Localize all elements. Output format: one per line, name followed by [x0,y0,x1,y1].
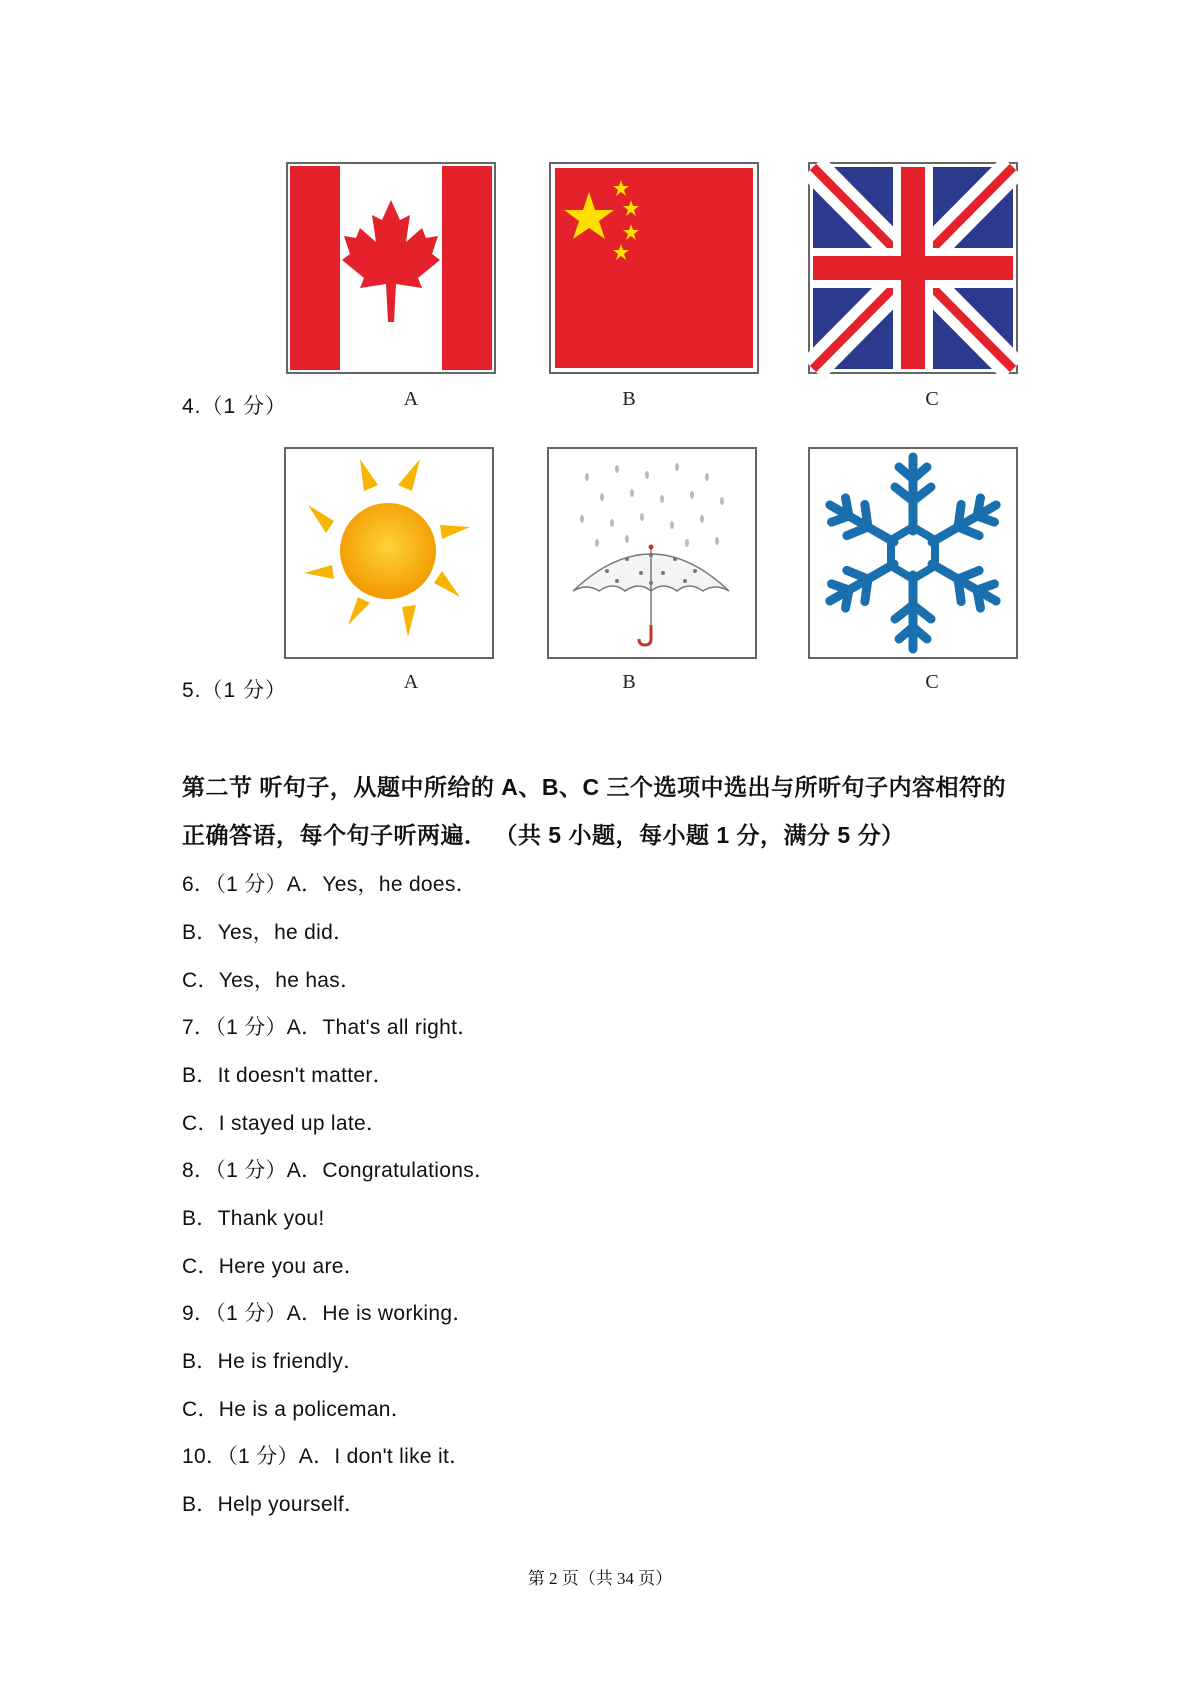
uk-flag-image [808,162,1018,374]
china-flag-icon [549,162,759,374]
section-2-heading-line-2: 正确答语，每个句子听两遍． （共 5 小题，每小题 1 分，满分 5 分） [182,822,905,848]
q7-option-a: 7．（1 分）A．That's all right． [182,1016,479,1039]
q5-option-a-letter: A [403,671,419,693]
q8-option-b: B．Thank you! [182,1207,325,1230]
uk-flag-icon [808,162,1018,374]
question-4-label: 4.（1 分） [182,395,288,418]
q6-option-a: 6．（1 分）A．Yes，he does． [182,873,477,896]
sun-icon [284,447,494,659]
q8-option-c: C．Here you are． [182,1255,366,1278]
rain-umbrella-icon [547,447,757,659]
question-5-label: 5.（1 分） [182,679,288,702]
section-2-heading [182,763,1062,859]
q9-option-c: C．He is a policeman． [182,1398,413,1421]
page-footer: 第 2 页（共 34 页） [527,1569,673,1588]
q4-option-c-letter: C [925,388,939,410]
canada-flag-image [286,162,496,374]
q10-option-a: 10．（1 分）A．I don't like it． [182,1445,471,1468]
q7-option-c: C．I stayed up late． [182,1112,388,1135]
q10-option-b: B．Help yourself． [182,1493,366,1516]
snowflake-icon [808,447,1018,659]
china-flag-image [549,162,759,374]
q5-option-c-letter: C [925,671,939,693]
q6-option-b: B．Yes，he did． [182,921,355,944]
q8-option-a: 8．（1 分）A．Congratulations． [182,1159,496,1182]
canada-flag-icon [286,162,496,374]
sun-image [284,447,494,659]
q9-option-a: 9．（1 分）A．He is working． [182,1302,474,1325]
q5-option-b-letter: B [622,671,636,693]
rain-umbrella-image [547,447,757,659]
snowflake-image [808,447,1018,659]
q9-option-b: B．He is friendly． [182,1350,365,1373]
q4-option-b-letter: B [622,388,636,410]
q7-option-b: B．It doesn't matter． [182,1064,394,1087]
section-2-heading-line-1: 第二节 听句子，从题中所给的 A、B、C 三个选项中选出与所听句子内容相符的 [182,774,1006,800]
q6-option-c: C．Yes，he has． [182,969,362,992]
q4-option-a-letter: A [403,388,419,410]
